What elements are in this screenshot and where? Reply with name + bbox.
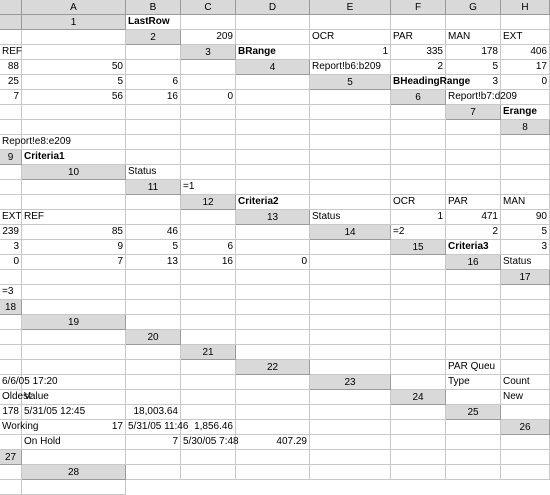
cell-g28[interactable] (501, 465, 550, 480)
cell-a2[interactable]: 209 (181, 30, 236, 45)
cell-h3[interactable] (126, 60, 181, 75)
cell-h18[interactable] (501, 300, 550, 315)
cell-g8[interactable] (391, 135, 446, 150)
cell-c22[interactable]: PAR Queu (446, 360, 501, 375)
row-header-18[interactable]: 18 (0, 300, 22, 315)
cell-d14[interactable]: 3 (0, 240, 22, 255)
cell-c27[interactable] (181, 450, 236, 465)
cell-b7[interactable] (0, 120, 22, 135)
cell-a15[interactable]: Criteria3 (446, 240, 501, 255)
row-header-28[interactable]: 28 (22, 465, 126, 480)
cell-c3[interactable]: 335 (391, 45, 446, 60)
cell-a25[interactable] (501, 405, 550, 420)
cell-g1[interactable] (501, 15, 550, 30)
cell-g17[interactable] (391, 285, 446, 300)
cell-d10[interactable] (310, 165, 391, 180)
cell-c5[interactable]: 0 (501, 75, 550, 90)
cell-c20[interactable] (310, 330, 391, 345)
cell-a8[interactable]: Report!e8:e209 (0, 135, 22, 150)
cell-filler-1 (22, 30, 126, 45)
cell-a3[interactable]: BRange (236, 45, 310, 60)
cell-b21[interactable] (310, 345, 391, 360)
cell-a6[interactable]: Report!b7:d209 (446, 90, 501, 105)
row-header-13[interactable]: 13 (236, 210, 310, 225)
cell-filler-7 (446, 120, 501, 135)
cell-b24[interactable]: New (501, 390, 550, 405)
cell-filler-24 (391, 405, 446, 420)
cell-filler-9 (0, 165, 22, 180)
cell-f6[interactable] (181, 105, 236, 120)
cell-d5[interactable]: 7 (0, 90, 22, 105)
cell-h15[interactable] (310, 255, 391, 270)
column-header-filler (0, 15, 22, 30)
cell-g18[interactable] (446, 300, 501, 315)
cell-f16[interactable] (236, 270, 310, 285)
cell-g10[interactable] (501, 165, 550, 180)
cell-a16[interactable]: Status (501, 255, 550, 270)
cell-b23[interactable]: Type (446, 375, 501, 390)
cell-a21[interactable] (236, 345, 310, 360)
cell-f2[interactable]: EXT (501, 30, 550, 45)
cell-filler-22 (236, 375, 310, 390)
row-header-10[interactable]: 10 (22, 165, 126, 180)
cell-f19[interactable] (446, 315, 501, 330)
cell-d18[interactable] (236, 300, 310, 315)
column-header-a[interactable]: A (22, 0, 126, 15)
cell-b18[interactable] (126, 300, 181, 315)
cell-g5[interactable]: 0 (181, 90, 236, 105)
cell-c9[interactable] (181, 150, 236, 165)
cell-g27[interactable] (446, 450, 501, 465)
row-header-11[interactable]: 11 (126, 180, 181, 195)
cell-b20[interactable] (236, 330, 310, 345)
cell-d15[interactable]: 7 (22, 255, 126, 270)
cell-h10[interactable] (0, 180, 22, 195)
cell-e14[interactable]: 9 (22, 240, 126, 255)
cell-a17[interactable]: =3 (0, 285, 22, 300)
cell-c15[interactable]: 0 (0, 255, 22, 270)
cell-b1[interactable] (181, 15, 236, 30)
cell-h21[interactable] (126, 360, 181, 375)
cell-h4[interactable] (181, 75, 236, 90)
row-header-17[interactable]: 17 (501, 270, 550, 285)
cell-a4[interactable]: Report!b6:b209 (310, 60, 391, 75)
cell-c4[interactable]: 5 (446, 60, 501, 75)
row-header-19[interactable]: 19 (22, 315, 126, 330)
cell-f23[interactable] (126, 390, 181, 405)
cell-h13[interactable] (181, 225, 236, 240)
cell-g22[interactable] (126, 375, 181, 390)
cell-a9[interactable]: Criteria1 (22, 150, 126, 165)
cell-b15[interactable]: 3 (501, 240, 550, 255)
cell-e18[interactable] (310, 300, 391, 315)
cell-b11[interactable] (236, 180, 310, 195)
column-header-b[interactable]: B (126, 0, 181, 15)
cell-h16[interactable] (391, 270, 446, 285)
row-header-26[interactable]: 26 (501, 420, 550, 435)
cell-d16[interactable] (126, 270, 181, 285)
cell-c1[interactable] (236, 15, 310, 30)
cell-g11[interactable] (0, 195, 22, 210)
cell-b19[interactable] (181, 315, 236, 330)
cell-b25[interactable]: Working (0, 420, 22, 435)
cell-e11[interactable] (446, 180, 501, 195)
cell-h27[interactable] (501, 450, 550, 465)
cell-d1[interactable] (310, 15, 391, 30)
cell-a19[interactable] (126, 315, 181, 330)
row-header-22[interactable]: 22 (236, 360, 310, 375)
cell-c24[interactable]: 178 (0, 405, 22, 420)
cell-d4[interactable]: 17 (501, 60, 550, 75)
cell-filler-25 (446, 420, 501, 435)
cell-e9[interactable] (310, 150, 391, 165)
cell-c25[interactable]: 17 (22, 420, 126, 435)
cell-e24[interactable]: 18,003.64 (126, 405, 181, 420)
cell-e2[interactable]: MAN (446, 30, 501, 45)
cell-filler-11 (126, 195, 181, 210)
row-header-12[interactable]: 12 (181, 195, 236, 210)
row-header-9[interactable]: 9 (0, 150, 22, 165)
cell-g6[interactable] (236, 105, 310, 120)
cell-d27[interactable] (236, 450, 310, 465)
column-header-e[interactable]: E (310, 0, 391, 15)
cell-d25[interactable]: 5/31/05 11:46 (126, 420, 181, 435)
cell-f26[interactable] (310, 435, 391, 450)
cell-f11[interactable] (501, 180, 550, 195)
cell-h23[interactable] (236, 390, 310, 405)
cell-e27[interactable] (310, 450, 391, 465)
cell-h5[interactable] (236, 90, 310, 105)
cell-filler-2 (126, 45, 181, 60)
row-header-25[interactable]: 25 (446, 405, 501, 420)
cell-a22[interactable] (310, 360, 391, 375)
cell-h26[interactable] (446, 435, 501, 450)
row-header-15[interactable]: 15 (391, 240, 446, 255)
cell-d17[interactable] (181, 285, 236, 300)
cell-e28[interactable] (391, 465, 446, 480)
cell-a28[interactable] (126, 465, 181, 480)
cell-a11[interactable]: =1 (181, 180, 236, 195)
cell-a10[interactable]: Status (126, 165, 181, 180)
cell-g4[interactable]: 6 (126, 75, 181, 90)
cell-c26[interactable]: 7 (126, 435, 181, 450)
cell-f7[interactable] (236, 120, 310, 135)
cell-filler-6 (391, 105, 446, 120)
cell-b9[interactable] (126, 150, 181, 165)
cell-filler-23 (310, 390, 391, 405)
cell-d20[interactable] (391, 330, 446, 345)
cell-c19[interactable] (236, 315, 310, 330)
cell-c21[interactable] (391, 345, 446, 360)
cell-filler-15 (391, 255, 446, 270)
cell-b27[interactable] (126, 450, 181, 465)
cell-e26[interactable]: 407.29 (236, 435, 310, 450)
cell-b28[interactable] (181, 465, 236, 480)
cell-f1[interactable] (446, 15, 501, 30)
cell-e22[interactable]: 6/6/05 17:20 (0, 375, 22, 390)
cell-c17[interactable] (126, 285, 181, 300)
cell-e20[interactable] (446, 330, 501, 345)
row-header-3[interactable]: 3 (181, 45, 236, 60)
row-header-14[interactable]: 14 (310, 225, 391, 240)
cell-d11[interactable] (391, 180, 446, 195)
cell-c6[interactable] (0, 105, 22, 120)
cell-a13[interactable]: Status (310, 210, 391, 225)
cell-a5[interactable]: BHeadingRange (391, 75, 446, 90)
cell-d19[interactable] (310, 315, 391, 330)
cell-e7[interactable] (181, 120, 236, 135)
row-header-4[interactable]: 4 (236, 60, 310, 75)
cell-g24[interactable] (236, 405, 310, 420)
cell-h28[interactable] (0, 480, 22, 495)
cell-c23[interactable]: Count (501, 375, 550, 390)
cell-d12[interactable]: PAR (446, 195, 501, 210)
cell-f4[interactable]: 5 (22, 75, 126, 90)
cell-c2[interactable]: OCR (310, 30, 391, 45)
row-header-2[interactable]: 2 (126, 30, 181, 45)
cell-f25[interactable] (236, 420, 310, 435)
cell-b2[interactable] (236, 30, 310, 45)
cell-b14[interactable]: 2 (446, 225, 501, 240)
cell-filler-4 (236, 75, 310, 90)
cell-h19[interactable] (0, 330, 22, 345)
cell-a24[interactable] (446, 390, 501, 405)
cell-d6[interactable] (22, 105, 126, 120)
cell-g26[interactable] (391, 435, 446, 450)
cell-filler-27 (0, 465, 22, 480)
cell-f12[interactable]: EXT (0, 210, 22, 225)
cell-e21[interactable] (501, 345, 550, 360)
cell-d28[interactable] (310, 465, 391, 480)
cell-g9[interactable] (446, 150, 501, 165)
row-header-16[interactable]: 16 (446, 255, 501, 270)
row-header-23[interactable]: 23 (310, 375, 391, 390)
row-header-6[interactable]: 6 (391, 90, 446, 105)
cell-b10[interactable] (181, 165, 236, 180)
cell-d9[interactable] (236, 150, 310, 165)
cell-f13[interactable]: 85 (22, 225, 126, 240)
cell-filler-19 (22, 330, 126, 345)
cell-filler-26 (501, 435, 550, 450)
cell-a27[interactable] (22, 450, 126, 465)
cell-filler-12 (181, 210, 236, 225)
cell-d13[interactable]: 90 (501, 210, 550, 225)
cell-b13[interactable]: 1 (391, 210, 446, 225)
cell-d8[interactable] (181, 135, 236, 150)
cell-filler-28 (22, 480, 126, 495)
cell-g20[interactable] (0, 345, 22, 360)
cell-filler-18 (0, 315, 22, 330)
row-header-20[interactable]: 20 (126, 330, 181, 345)
cell-h12[interactable] (126, 210, 181, 225)
cell-f28[interactable] (446, 465, 501, 480)
cell-f21[interactable] (0, 360, 22, 375)
cell-f9[interactable] (391, 150, 446, 165)
cell-a23[interactable] (391, 375, 446, 390)
column-header-c[interactable]: C (181, 0, 236, 15)
cell-e13[interactable]: 239 (0, 225, 22, 240)
cell-g25[interactable] (310, 420, 391, 435)
cell-f10[interactable] (446, 165, 501, 180)
cell-g15[interactable]: 0 (236, 255, 310, 270)
cell-h14[interactable] (236, 240, 310, 255)
cell-d26[interactable]: 5/30/05 7:48 (181, 435, 236, 450)
cell-f14[interactable]: 5 (126, 240, 181, 255)
cell-g16[interactable] (310, 270, 391, 285)
cell-h1[interactable] (0, 30, 22, 45)
cell-filler-5 (310, 90, 391, 105)
cell-d3[interactable]: 178 (446, 45, 501, 60)
cell-c13[interactable]: 471 (446, 210, 501, 225)
row-header-21[interactable]: 21 (181, 345, 236, 360)
cell-e1[interactable] (391, 15, 446, 30)
column-header-h[interactable]: H (501, 0, 550, 15)
cell-f17[interactable] (310, 285, 391, 300)
cell-h8[interactable] (446, 135, 501, 150)
row-header-1[interactable]: 1 (22, 15, 126, 30)
cell-f27[interactable] (391, 450, 446, 465)
column-header-g[interactable]: G (446, 0, 501, 15)
cell-h2[interactable] (22, 45, 126, 60)
cell-e23[interactable]: Value (22, 390, 126, 405)
cell-d22[interactable] (501, 360, 550, 375)
cell-a14[interactable]: =2 (391, 225, 446, 240)
cell-c28[interactable] (236, 465, 310, 480)
cell-a12[interactable]: Criteria2 (236, 195, 310, 210)
cell-a1[interactable]: LastRow (126, 15, 181, 30)
cell-b17[interactable] (22, 285, 126, 300)
cell-h25[interactable] (391, 420, 446, 435)
cell-c14[interactable]: 5 (501, 225, 550, 240)
row-header-27[interactable]: 27 (0, 450, 22, 465)
cell-a18[interactable] (22, 300, 126, 315)
cell-c10[interactable] (236, 165, 310, 180)
cell-e19[interactable] (391, 315, 446, 330)
cell-c7[interactable] (22, 120, 126, 135)
cell-d7[interactable] (126, 120, 181, 135)
cell-h11[interactable] (22, 195, 126, 210)
cell-h24[interactable] (310, 405, 391, 420)
cell-f22[interactable] (22, 375, 126, 390)
cell-b12[interactable] (310, 195, 391, 210)
cell-a20[interactable] (181, 330, 236, 345)
cell-b16[interactable] (0, 270, 22, 285)
cell-filler-21 (181, 360, 236, 375)
cell-h17[interactable] (446, 285, 501, 300)
row-header-5[interactable]: 5 (310, 75, 391, 90)
cell-e3[interactable]: 406 (501, 45, 550, 60)
cell-h9[interactable] (501, 150, 550, 165)
row-header-7[interactable]: 7 (446, 105, 501, 120)
cell-h20[interactable] (22, 345, 126, 360)
cell-b22[interactable] (391, 360, 446, 375)
cell-g19[interactable] (501, 315, 550, 330)
cell-b26[interactable]: On Hold (22, 435, 126, 450)
cell-e4[interactable]: 25 (0, 75, 22, 90)
cell-e10[interactable] (391, 165, 446, 180)
cell-filler-20 (126, 345, 181, 360)
cell-f5[interactable]: 16 (126, 90, 181, 105)
cell-e12[interactable]: MAN (501, 195, 550, 210)
cell-f3[interactable]: 88 (0, 60, 22, 75)
cell-e15[interactable]: 13 (126, 255, 181, 270)
cell-c18[interactable] (181, 300, 236, 315)
cell-g13[interactable]: 46 (126, 225, 181, 240)
cell-d24[interactable]: 5/31/05 12:45 (22, 405, 126, 420)
cell-g7[interactable] (310, 120, 391, 135)
row-header-24[interactable]: 24 (391, 390, 446, 405)
row-header-8[interactable]: 8 (501, 120, 550, 135)
select-all-corner[interactable] (0, 0, 22, 15)
cell-c16[interactable] (22, 270, 126, 285)
cell-e25[interactable]: 1,856.46 (181, 420, 236, 435)
cell-f15[interactable]: 16 (181, 255, 236, 270)
cell-filler-8 (501, 135, 550, 150)
cell-f24[interactable] (181, 405, 236, 420)
cell-f20[interactable] (501, 330, 550, 345)
cell-b3[interactable]: 1 (310, 45, 391, 60)
cell-h6[interactable] (310, 105, 391, 120)
cell-d2[interactable]: PAR (391, 30, 446, 45)
cell-g2[interactable]: REF (0, 45, 22, 60)
cell-a7[interactable]: Erange (501, 105, 550, 120)
cell-filler-3 (181, 60, 236, 75)
column-header-f[interactable]: F (391, 0, 446, 15)
cell-e17[interactable] (236, 285, 310, 300)
cell-g14[interactable]: 6 (181, 240, 236, 255)
cell-d21[interactable] (446, 345, 501, 360)
cell-filler-16 (446, 270, 501, 285)
cell-b8[interactable] (22, 135, 126, 150)
cell-h7[interactable] (391, 120, 446, 135)
cell-e5[interactable]: 56 (22, 90, 126, 105)
cell-d23[interactable]: Oldest (0, 390, 22, 405)
cell-a26[interactable] (0, 435, 22, 450)
cell-filler-10 (22, 180, 126, 195)
cell-e6[interactable] (126, 105, 181, 120)
cell-f8[interactable] (310, 135, 391, 150)
cell-c8[interactable] (126, 135, 181, 150)
cell-g23[interactable] (181, 390, 236, 405)
cell-f18[interactable] (391, 300, 446, 315)
cell-b4[interactable]: 2 (391, 60, 446, 75)
cell-g3[interactable]: 50 (22, 60, 126, 75)
cell-b5[interactable]: 3 (446, 75, 501, 90)
cell-g21[interactable] (22, 360, 126, 375)
cell-filler-13 (236, 225, 310, 240)
cell-c11[interactable] (310, 180, 391, 195)
cell-filler-17 (501, 285, 550, 300)
cell-e16[interactable] (181, 270, 236, 285)
cell-c12[interactable]: OCR (391, 195, 446, 210)
cell-b6[interactable] (501, 90, 550, 105)
cell-g12[interactable]: REF (22, 210, 126, 225)
column-header-d[interactable]: D (236, 0, 310, 15)
cell-e8[interactable] (236, 135, 310, 150)
cell-filler-14 (310, 240, 391, 255)
cell-h22[interactable] (181, 375, 236, 390)
